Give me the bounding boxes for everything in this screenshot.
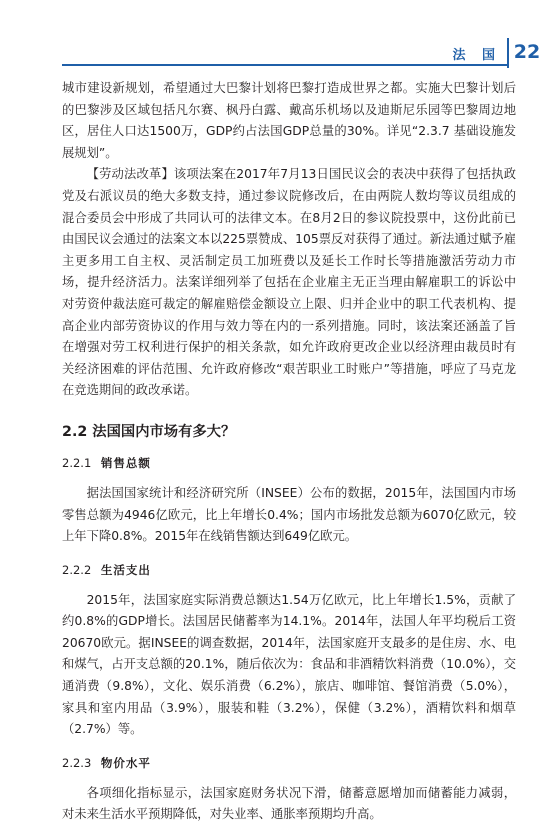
subsection-heading-sales bbox=[62, 455, 516, 471]
subsection-number: 2.2.2 bbox=[62, 562, 92, 577]
paragraph-price-level: 各项细化指标显示，法国家庭财务状况下滑，储蓄意愿增加而储蓄能力减弱，对未来生活水平预期降低，对失业率、通胀率预期均升高。 bbox=[62, 785, 516, 822]
subsection-title: 物价水平 bbox=[100, 755, 151, 770]
subsection-number: 2.2.3 bbox=[62, 755, 92, 770]
running-header-country: 法 国 bbox=[452, 48, 501, 63]
section-heading: 2.2 法国国内市场有多大？ bbox=[62, 423, 236, 440]
subsection-title: 生活支出 bbox=[100, 562, 151, 577]
header-rule bbox=[62, 64, 509, 66]
subsection-title: 销售总额 bbox=[100, 455, 151, 470]
paragraph-continued: 城市建设新规划，希望通过大巴黎计划将巴黎打造成世界之都。实施大巴黎计划后的巴黎涉及区域包括凡尔赛、枫丹白露、戴高乐机场以及迪斯尼乐园等巴黎周边地区，居住人口达1500万，GDP约占法国GDP总量的30%。详见“2.3.7 基础设施发展规划”。 bbox=[62, 81, 516, 160]
subsection-number: 2.2.1 bbox=[62, 455, 92, 470]
page-number: 22 bbox=[513, 41, 541, 63]
page-body bbox=[62, 78, 516, 826]
paragraph-living-expenses: 2015年，法国家庭实际消费总额达1.54万亿欧元，比上年增长1.5%，贡献了约0.8%的GDP增长。法国居民储蓄率为14.1%。2014年，法国人年平均税后工资20670欧元。据INSEE的调查数据，2014年，法国家庭开支最多的是住房、水、电和煤气，占开支总额的20.1%，随后依次为：食品和非酒精饮料消费（10.0%），交通消费（9.8%），文化、娱乐消费（6.2%），旅店、咖啡馆、餐馆消费（5.0%），家具和室内用品（3.9%），服装和鞋（3.2%），保健（3.2%），酒精饮料和烟草（2.7%）等。 bbox=[62, 592, 516, 737]
paragraph-labor-reform: 【劳动法改革】该项法案在2017年7月13日国民议会的表决中获得了包括执政党及右派议员的绝大多数支持，通过参议院修改后，在由两院人数均等议员组成的混合委员会中形成了共同认可的法律文本。在8月2日的参议院投票中，这份此前已由国民议会通过的法案文本以225票赞成、105票反对获得了通过。新法通过赋予雇主更多用工自主权、灵活制定员工加班费以及延长工作时长等措施激活劳动力市场，提升经济活力。法案详细列举了包括在企业雇主无正当理由解雇职工的诉讼中对劳资仲裁法庭可裁定的解雇赔偿金额设立上限、归并企业中的职工代表机构、提高企业内部劳资协议的作用与效力等在内的一系列措施。同时，该法案还涵盖了旨在增强对劳工权利进行保护的相关条款，如允许政府更改企业以经济理由裁员时有关经济困难的评估范围、允许政府修改“艰苦职业工时账户”等措施，呼应了马克龙在竞选期间的政改承诺。 bbox=[62, 167, 516, 398]
subsection-heading-price-level bbox=[62, 755, 516, 771]
subsection-heading-living-expenses bbox=[62, 562, 516, 578]
paragraph-sales: 据法国国家统计和经济研究所（INSEE）公布的数据，2015年，法国国内市场零售总额为4946亿欧元，比上年增长0.4%；国内市场批发总额为6070亿欧元，较上年下降0.8%。2015年在线销售额达到649亿欧元。 bbox=[62, 485, 516, 544]
